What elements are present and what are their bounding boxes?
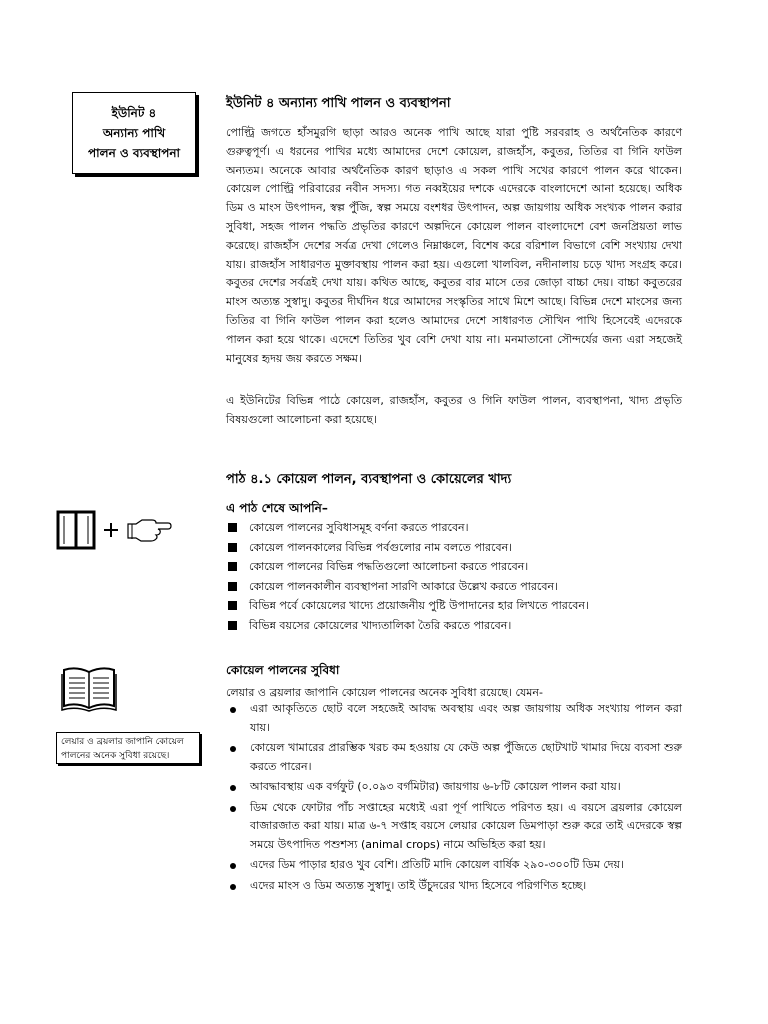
square-bullet-icon (228, 523, 237, 532)
bullet-icon (230, 806, 236, 812)
square-bullet-icon (228, 562, 237, 571)
after-lesson-heading: এ পাঠ শেষে আপনি– (226, 501, 328, 515)
bullet-icon (230, 785, 236, 791)
list-item: এদের মাংস ও ডিম অত্যন্ত সুস্বাদু। তাই উঁচুদরের খাদ্য হিসেবে পরিগণিত হচ্ছে। (226, 877, 682, 896)
bullet-icon (230, 746, 236, 752)
book-icon (58, 512, 94, 548)
advantages-heading: কোয়েল পালনের সুবিধা (226, 663, 340, 677)
bullet-icon (230, 707, 236, 713)
summary-paragraph: এ ইউনিটের বিভিন্ন পাঠে কোয়েল, রাজহাঁস, কবুতর ও গিনি ফাউল পালন, ব্যবস্থাপনা, খাদ্য প্রভৃতি বিষয়গুলো আলোচনা করা হয়েছে। (226, 394, 682, 426)
list-item: কোয়েল পালনের সুবিধাসমূহ বর্ণনা করতে পারবেন। (226, 518, 682, 538)
list-item: বিভিন্ন পর্বে কোয়েলের খাদ্যে প্রয়োজনীয় পুষ্টি উপাদানের হার লিখতে পারবেন। (226, 596, 682, 616)
advantages-list (226, 700, 682, 897)
unit-box-line3: পালন ও ব্যবস্থাপনা (88, 146, 180, 160)
square-bullet-icon (228, 543, 237, 552)
list-item: বিভিন্ন বয়সের কোয়েলের খাদ্যতালিকা তৈরি করতে পারবেন। (226, 616, 682, 636)
square-bullet-icon (228, 621, 237, 630)
square-bullet-icon (228, 582, 237, 591)
lesson-heading: পাঠ ৪.১ কোয়েল পালন, ব্যবস্থাপনা ও কোয়েলের খাদ্য (226, 472, 512, 487)
list-item: কোয়েল পালনের বিভিন্ন পদ্ধতিগুলো আলোচনা করতে পারবেন। (226, 557, 682, 577)
intro-paragraph: পোল্ট্রি জগতে হাঁসমুরগি ছাড়া আরও অনেক পাখি আছে যারা পুষ্টি সরবরাহ ও অর্থনৈতিক কারণে গুরুত্বপূর্ণ। এ ধরনের পাখির মধ্যে আমাদের দেশে কোয়েল, রাজহাঁস, কবুতর, তিতির বা গিনি ফাউল অন্যতম। অনেকে আবার অর্থনৈতিক কারণ ছাড়াও এ সকল পাখি সখের কারণে পালন করে থাকেন। কোয়েল পোল্ট্রি পরিবারের নবীন সদস্য। গত নব্বইয়ের দশকে এদেরকে বাংলাদেশে আনা হয়েছে। অধিক ডিম ও মাংস উৎপাদন, স্বল্প পুঁজি, স্বল্প সময়ে বংশধর উৎপাদন, অল্প জায়গায় অধিক সংখ্যক পালন করার সুবিধা, সহজ পালন পদ্ধতি প্রভৃতির কারণে অল্পদিনে কোয়েল পালন বাংলাদেশে বেশ জনপ্রিয়তা লাভ করেছে। রাজহাঁস দেশের সর্বত্র দেখা গেলেও নিম্নাঞ্চলে, বিশেষ করে বরিশাল বিভাগে বেশি সংখ্যায় দেখা যায়। রাজহাঁস সাধারণত মুক্তাবস্থায় পালন করা হয়। এগুলো খালবিল, নদীনালায় চড়ে খাদ্য সংগ্রহ করে। কবুতর দেশের সর্বত্রই দেখা যায়। কথিত আছে, কবুতর বার মাসে তের জোড়া বাচ্চা দেয়। বাচ্চা কবুতরের মাংস অত্যন্ত সুস্বাদু। কবুতর দীর্ঘদিন ধরে আমাদের সংস্কৃতির সাথে মিশে আছে। বিভিন্ন দেশে মাংসের জন্য তিতির বা গিনি ফাউল পালন করা হলেও আমাদের দেশে সাধারণত সৌখিন পাখি হিসেবেই এদেরকে পালন করা হয়ে থাকে। এদেশে তিতির খুব বেশি দেখা যায় না। মনমাতানো সৌন্দর্যের জন্য এরা সহজেই মানুষের হৃদয় জয় করতে সক্ষম। (226, 126, 682, 365)
unit-box-line1: ইউনিট ৪ (111, 106, 157, 120)
list-item: কোয়েল পালনকালের বিভিন্ন পর্বগুলোর নাম বলতে পারবেন। (226, 538, 682, 558)
pointing-hand-icon (128, 520, 171, 541)
open-book-icon (60, 664, 118, 712)
square-bullet-icon (228, 601, 237, 610)
unit-title-box (72, 92, 196, 174)
advantages-intro: লেয়ার ও ব্রয়লার জাপানি কোয়েল পালনের অনেক সুবিধা রয়েছে। যেমন- (226, 686, 543, 699)
list-item: আবদ্ধাবস্থায় এক বর্গফুট (০.০৯৩ বর্গমিটার) জায়গায় ৬-৮টি কোয়েল পালন করা যায়। (226, 778, 682, 797)
objectives-list (226, 518, 682, 635)
list-item: কোয়েল খামারের প্রারম্ভিক খরচ কম হওয়ায় যে কেউ অল্প পুঁজিতে ছোটখাট খামার দিয়ে ব্যবসা শুরু করতে পারেন। (226, 739, 682, 776)
list-item: এরা আকৃতিতে ছোট বলে সহজেই আবদ্ধ অবস্থায় এবং অল্প জায়গায় অধিক সংখ্যায় পালন করা যায়। (226, 700, 682, 737)
plus-icon (104, 523, 118, 537)
objectives-icon-group (56, 508, 176, 552)
list-item: ডিম থেকে ফোটার পাঁচ সপ্তাহের মধ্যেই এরা পূর্ণ পাখিতে পরিণত হয়। এ বয়সে ব্রয়লার কোয়েল বাজারজাত করা যায়। মাত্র ৬-৭ সপ্তাহ বয়সে লেয়ার কোয়েল ডিমপাড়া শুরু করে তাই এদেরকে স্বল্প সময়ে উৎপাদিত পশুশস্য (animal crops) নামে অভিহিত করা হয়। (226, 799, 682, 855)
unit-heading: ইউনিট ৪ অন্যান্য পাখি পালন ও ব্যবস্থাপনা (226, 96, 451, 111)
bullet-icon (230, 884, 236, 890)
margin-note: লেয়ার ও ব্রয়লার জাপানি কোয়েল পালনের অনেক সুবিধা রয়েছে। (56, 732, 200, 764)
bullet-icon (230, 863, 236, 869)
list-item: এদের ডিম পাড়ার হারও খুব বেশি। প্রতিটি মাদি কোয়েল বার্ষিক ২৯০-৩০০টি ডিম দেয়। (226, 856, 682, 875)
list-item: কোয়েল পালনকালীন ব্যবস্থাপনা সারণি আকারে উল্লেখ করতে পারবেন। (226, 577, 682, 597)
unit-box-line2: অন্যান্য পাখি (102, 126, 166, 140)
